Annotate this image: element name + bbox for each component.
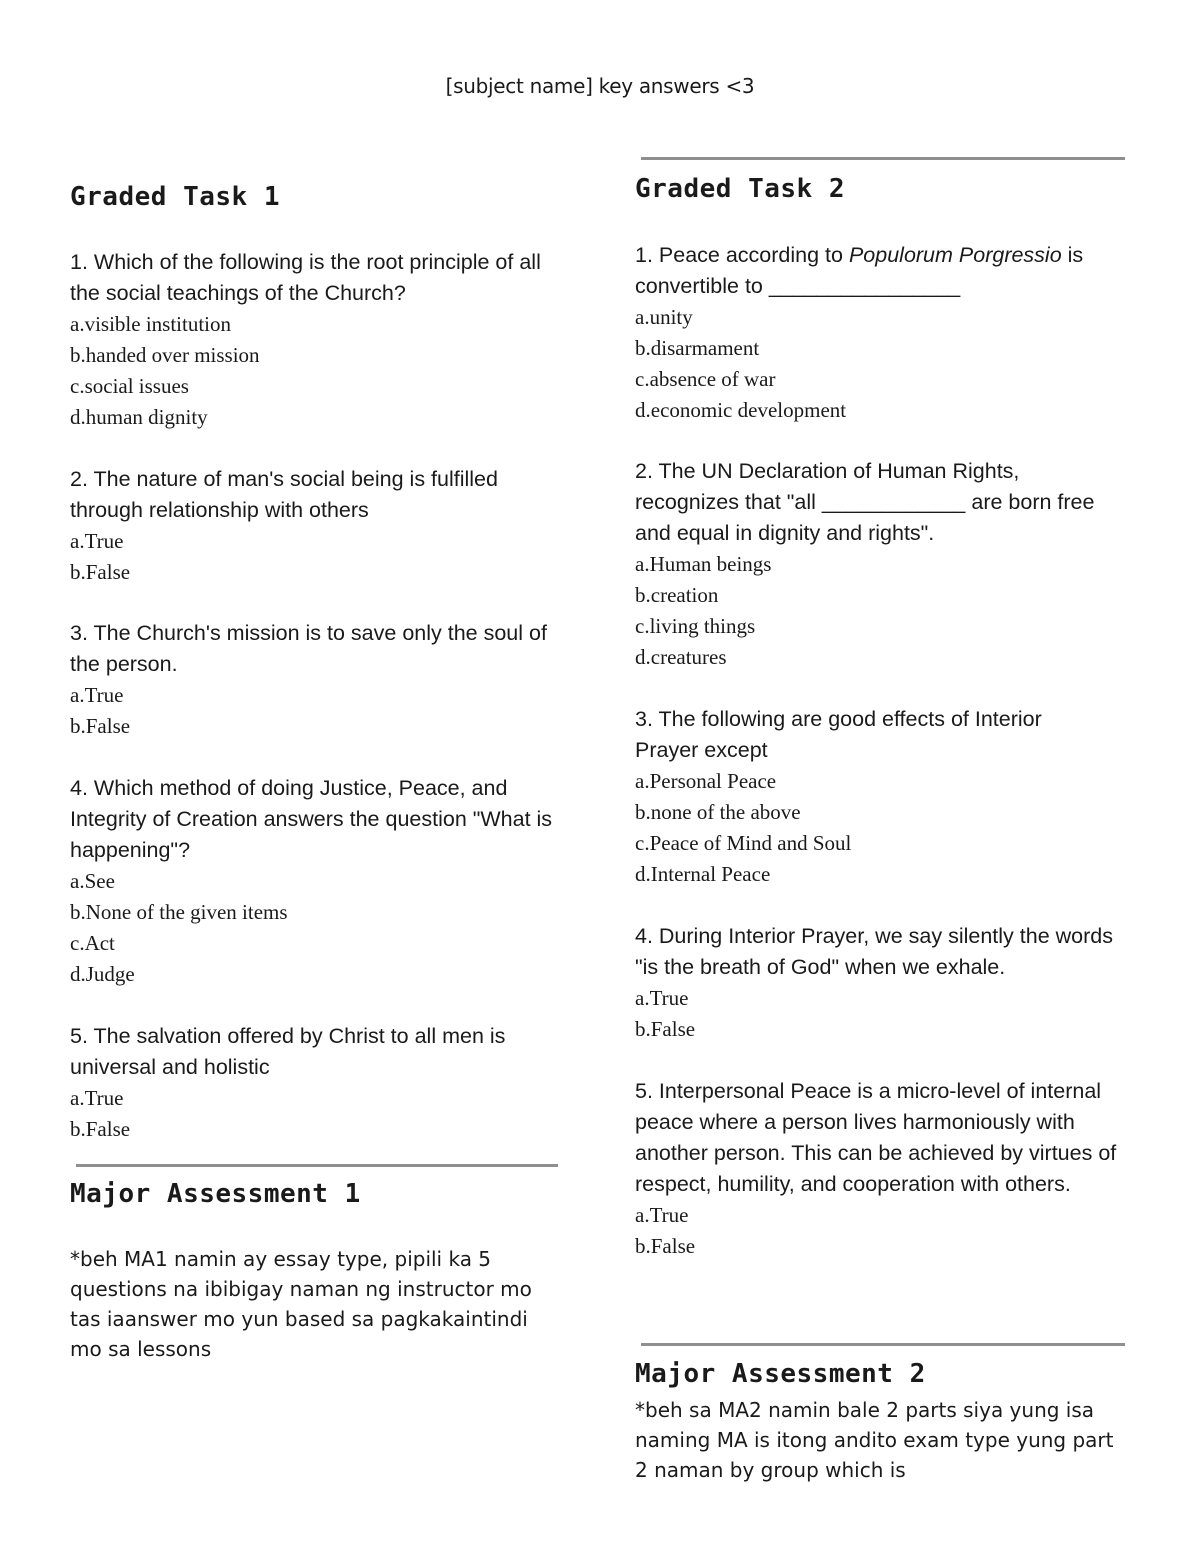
major-assessment-1-note: *beh MA1 namin ay essay type, pipili ka 5 questions na ibibigay naman ng instructor mo tas iaanswer mo yun based sa pagkakaintindi mo sa lessons [70, 1247, 532, 1361]
option: b.False [635, 1017, 696, 1041]
option: c.social issues [70, 374, 189, 398]
option: a.True [70, 683, 124, 707]
section-divider [641, 157, 1125, 160]
left-question-3 [70, 618, 550, 742]
option: a.unity [635, 305, 693, 329]
option: a.Personal Peace [635, 769, 777, 793]
option: a.True [635, 1203, 689, 1227]
option: c.absence of war [635, 367, 776, 391]
option: c.Act [70, 931, 115, 955]
major-assessment-2-note: *beh sa MA2 namin bale 2 parts siya yung isa naming MA is itong andito exam type yung part 2 naman by group which is [635, 1398, 1114, 1482]
left-question-1 [70, 247, 570, 433]
left-question-4 [70, 773, 570, 990]
section-divider [641, 1343, 1125, 1346]
question-text-start: 1. Peace according to [635, 243, 849, 267]
section-divider [76, 1164, 558, 1167]
question-text: 3. The following are good effects of Interior Prayer except [635, 707, 1042, 762]
document-title-italic: Populorum Porgressio [848, 243, 1062, 267]
option: c.Peace of Mind and Soul [635, 831, 852, 855]
question-text: 1. Which of the following is the root principle of all the social teachings of the Church? [70, 250, 541, 305]
option: b.False [70, 714, 131, 738]
option: b.False [70, 1117, 131, 1141]
option: d.Judge [70, 962, 135, 986]
option: b.disarmament [635, 336, 760, 360]
option: b.False [635, 1234, 696, 1258]
question-text-end: is convertible to ________________ [635, 243, 1084, 298]
option: d.human dignity [70, 405, 208, 429]
option: a.True [70, 529, 124, 553]
option: c.living things [635, 614, 756, 638]
option: a.Human beings [635, 552, 772, 576]
question-text: 4. During Interior Prayer, we say silently the words "is the breath of God" when we exhale. [635, 924, 1113, 979]
option: b.None of the given items [70, 900, 288, 924]
right-question-3 [635, 704, 1105, 890]
right-question-1 [635, 240, 1135, 426]
graded-task-2-title: Graded Task 2 [635, 174, 845, 204]
major-assessment-1-title: Major Assessment 1 [70, 1179, 361, 1209]
option: b.handed over mission [70, 343, 260, 367]
question-text [635, 240, 1135, 302]
left-question-5 [70, 1021, 570, 1145]
option: d.Internal Peace [635, 862, 771, 886]
right-question-4 [635, 921, 1125, 1045]
option: d.economic development [635, 398, 847, 422]
left-question-2 [70, 464, 570, 588]
question-text: 2. The nature of man's social being is fulfilled through relationship with others [70, 467, 498, 522]
major-assessment-2-title: Major Assessment 2 [635, 1359, 926, 1389]
option: a.True [635, 986, 689, 1010]
graded-task-1-title: Graded Task 1 [70, 182, 280, 212]
option: d.creatures [635, 645, 727, 669]
right-question-5 [635, 1076, 1135, 1262]
page-header: [subject name] key answers <3 [445, 74, 755, 98]
option: b.False [70, 560, 131, 584]
right-question-2 [635, 456, 1115, 673]
question-text: 4. Which method of doing Justice, Peace, and Integrity of Creation answers the question "What is happening"? [70, 776, 553, 862]
option: b.none of the above [635, 800, 801, 824]
question-text: 2. The UN Declaration of Human Rights, recognizes that "all ____________ are born free and equal in dignity and rights". [635, 459, 1095, 545]
option: b.creation [635, 583, 719, 607]
option: a.True [70, 1086, 124, 1110]
question-text: 5. The salvation offered by Christ to all men is universal and holistic [70, 1024, 506, 1079]
option: a.See [70, 869, 115, 893]
question-text: 3. The Church's mission is to save only the soul of the person. [70, 621, 547, 676]
option: a.visible institution [70, 312, 231, 336]
question-text: 5. Interpersonal Peace is a micro-level of internal peace where a person lives harmoniously with another person. This can be achieved by virtues of respect, humility, and cooperation with others. [635, 1079, 1117, 1196]
